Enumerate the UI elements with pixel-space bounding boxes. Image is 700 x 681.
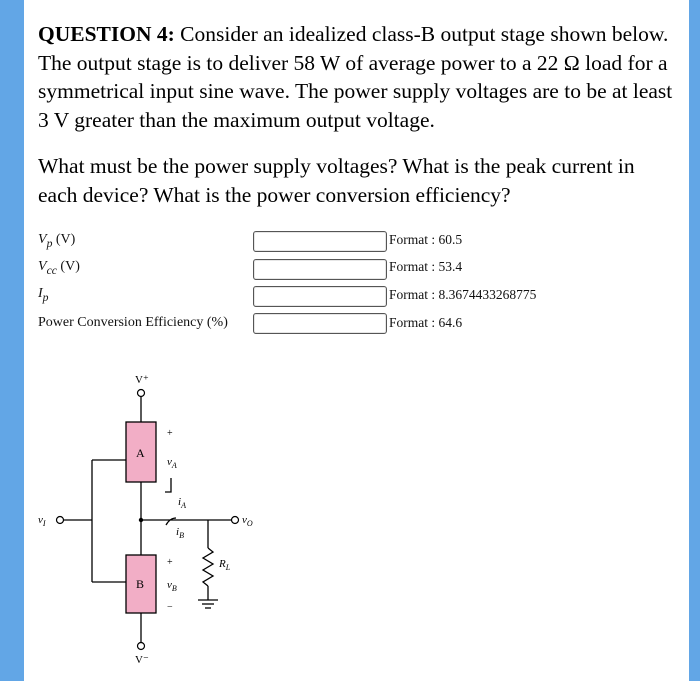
block-a-label: A [136, 446, 145, 460]
ia-arrow [165, 478, 171, 492]
vcc-input[interactable] [253, 259, 387, 280]
question-heading: QUESTION 4: [38, 22, 175, 46]
ip-label: $I_p$ [38, 286, 49, 304]
class-b-circuit-diagram [24, 360, 689, 681]
ib-arrow [166, 518, 176, 525]
vb-label: $v_B$ [167, 579, 177, 593]
vcc-label: $V_{cc}$ (V) [38, 259, 80, 277]
ib-label: $i_B$ [176, 526, 184, 540]
vminus-label: V⁻ [135, 654, 149, 666]
vminus-terminal [138, 643, 145, 650]
vb-plus: + [167, 557, 173, 568]
question-prompt: What must be the power supply voltages? What is the peak current in each device? What is the power conversion efficiency? [38, 154, 635, 207]
output-node-dot [139, 518, 143, 522]
vb-minus: − [167, 602, 173, 613]
va-plus: + [167, 428, 173, 439]
ip-format-hint: Format : 8.3674433268775 [389, 287, 537, 302]
vp-input[interactable] [253, 231, 387, 252]
rl-label: $R_L$ [219, 558, 231, 572]
vcc-format-hint: Format : 53.4 [389, 259, 463, 274]
rl-resistor [203, 548, 213, 586]
vi-terminal [57, 517, 64, 524]
vo-label: $v_O$ [242, 514, 253, 528]
efficiency-format-hint: Format : 64.6 [389, 315, 463, 330]
vo-terminal [232, 517, 239, 524]
efficiency-input[interactable] [253, 313, 387, 334]
vi-label: $v_I$ [38, 514, 46, 528]
efficiency-label: Power Conversion Efficiency (%) [38, 315, 228, 330]
va-label: $v_A$ [167, 456, 177, 470]
vplus-terminal [138, 390, 145, 397]
question-body: Consider an idealized class-B output stage shown below. The output stage is to deliver 58 W of average power to a 22 Ω load for a symmetrical input sine wave. The power supply voltages are to be at least 3 V greater than the maximum output voltage. [38, 22, 673, 132]
block-b-label: B [136, 577, 145, 591]
question-card [24, 0, 689, 681]
question-text [38, 20, 678, 134]
ip-input[interactable] [253, 286, 387, 307]
vp-format-hint: Format : 60.5 [389, 232, 463, 247]
vp-label: $V_p$ (V) [38, 232, 76, 250]
vplus-label: V⁺ [135, 374, 149, 386]
ia-label: $i_A$ [178, 496, 186, 510]
